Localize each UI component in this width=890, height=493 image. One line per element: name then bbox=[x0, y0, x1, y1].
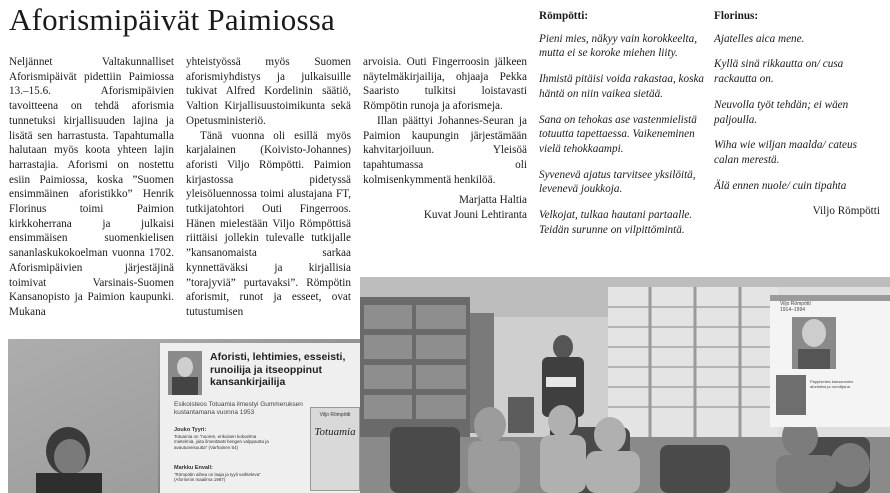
slide-headline: Aforisti, lehtimies, esseisti, runoilija ja itseoppinut kansankirjailija bbox=[210, 351, 346, 388]
aphorism: Sana on tehokas ase vastenmielistä totuutta tapettaessa. Vaikeneminen vielä tehokkaampi. bbox=[539, 113, 697, 155]
aphorism: Syvenevä ajatus tarvitsee yksilöitä, levenevä joukkoja. bbox=[539, 168, 696, 196]
library-photo bbox=[360, 277, 890, 493]
screen-name: Viljo Römpötti bbox=[780, 301, 811, 307]
book-author: Viljo Römpötti bbox=[319, 412, 351, 418]
rompotti-heading: Römpötti: bbox=[539, 10, 589, 22]
article-paragraph: Illan päättyi Johannes-Seuran ja Paimion kaupungin järjestämään kahvitarjoiluun. Yleisöä tapahtumassa oli kolmisenkymmentä henkilöä. bbox=[363, 114, 527, 186]
slide-quote: Totuamia on ”nuoren, erikoisen kokoelma mietelmiä, joita ilmentävät hengen valppautta ja avautuneisuutta” (Varhainen 54) bbox=[174, 434, 269, 450]
article-title: Aforismipäivät Paimiossa bbox=[9, 2, 335, 37]
screen-years: 1914–1994 bbox=[780, 307, 806, 313]
aphorism: Ihmistä pitäisi voida rakastaa, koska häntä on niin vaikea sietää. bbox=[539, 73, 705, 100]
article-paragraph: Tänä vuonna oli esillä myös karjalainen (Koivisto-Johannes) aforisti Viljo Römpötti. Paimion kirjastossa pidetyssä yleisöluennossa toimi alustajana FT, tutkijatohtori Outi Fingerroos. Hänen mielestään Viljo Römpöttisä riittäisi jollekin tulevalle tutkijalle ”kansanomaista sarkaa kynnettäväksi ja kirjallisia ”torajyviä” purtavaksi”. Römpötin aforismit, runot ja esseet, ovat tutustumisen bbox=[186, 129, 351, 318]
florinus-sayings bbox=[714, 9, 880, 230]
article-paragraph: Neljännet Valtakunnalliset Aforismipäivät pidettiin Paimiossa 13.–15.6. Aforismipäivien tavoitteena on tehdä aforismia tunnetuksi kirjallisuuden lajina ja lisätä sen harrastusta. Tapahtumalla halutaan myös koota yhteen lajin harrastajia. Aforismi on nostettu esiin Paimiossa, koska ”Suomen ensimmäinen aforistikko” Henrik Florinus toimi Paimion kirkkoherrana ja julkaisi ensimmäisen suomenkielisen sananlaskukokoelman vuonna 1702. Aforismipäivien järjestäjinä toimivat Varsinais-Suomen Kansanopisto ja Paimion kaupunki. Mukana bbox=[9, 56, 174, 318]
article-column-2 bbox=[186, 55, 351, 320]
slide-portrait bbox=[168, 351, 202, 395]
slide-quote-author: Markku Envall: bbox=[174, 465, 213, 471]
slide-photo bbox=[8, 339, 360, 493]
article-paragraph: arvoisia. Outi Fingerroosin jälkeen näytelmäkirjailija, ohjaaja Pekka Saaristo tulkitsi loistavasti Römpötin runoja ja aforismeja. bbox=[363, 56, 527, 113]
book-title: Totuamia bbox=[314, 426, 356, 438]
saying: Kyllä sinä rikkautta on/ cusa rackautta on. bbox=[714, 58, 844, 86]
article-paragraph: yhteistyössä myös Suomen aforismiyhdistys ja julkaisuille tukivat Alfred Kordelinin säätiö, Valtion Kirjallisuustoimikunta sekä Opetusministeriö. bbox=[186, 56, 351, 127]
saying: Wiha wie wiljan maalda/ cateus calan merestä. bbox=[714, 139, 857, 166]
article-column-1 bbox=[9, 55, 174, 320]
florinus-heading: Florinus: bbox=[714, 10, 759, 22]
author-credit: Marjatta Haltia bbox=[458, 194, 527, 207]
book-cover bbox=[310, 407, 360, 491]
saying: Ajatelles aica mene. bbox=[714, 32, 805, 45]
rompotti-aphorisms bbox=[539, 9, 704, 248]
screen-caption: Pappismies kansanmies aforistina ja runoilijana bbox=[810, 379, 854, 389]
slide-quote-author: Jouko Tyyri: bbox=[174, 427, 207, 433]
saying: Neuvolla työt tehdän; ei wäen paljoulla. bbox=[714, 98, 849, 126]
presentation-slide bbox=[160, 343, 360, 493]
slide-caption: Esikoisteos Totuamia ilmestyi Gummeruksen kustantamana vuonna 1953 bbox=[174, 401, 303, 416]
signature: Viljo Römpötti bbox=[812, 205, 880, 218]
aphorism: Velkojat, tulkaa hautani partaalle. Teidän surunne on vilpittömintä. bbox=[539, 209, 693, 236]
aphorism: Pieni mies, näkyy vain korokkeelta, mutta ei se koroke miehen liity. bbox=[539, 32, 698, 60]
slide-quote: ”Römpötin aihea on laaja ja tyyli vaihteleva” (Aforismin maailma 1987) bbox=[174, 472, 261, 483]
screen-text bbox=[780, 301, 880, 389]
photo-credit: Kuvat Jouni Lehtiranta bbox=[423, 209, 527, 222]
saying: Älä ennen nuole/ cuin tipahta bbox=[714, 179, 847, 192]
article-column-3 bbox=[363, 55, 527, 223]
